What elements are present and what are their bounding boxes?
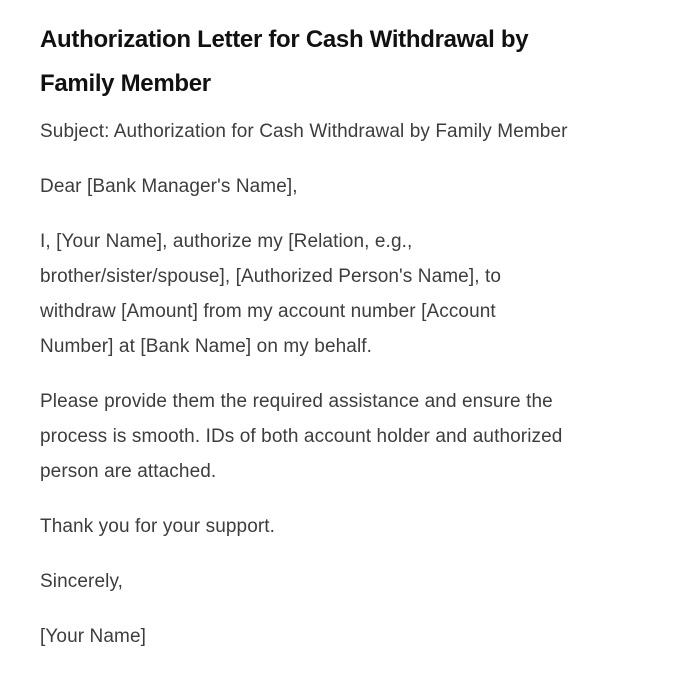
assistance-paragraph [40,384,662,489]
authorization-paragraph [40,224,662,364]
authorization-line-3: withdraw [Amount] from my account number [Account [40,301,496,322]
authorization-line-2: brother/sister/spouse], [Authorized Person's Name], to [40,266,502,287]
assistance-line-3: person are attached. [40,461,217,482]
assistance-line-1: Please provide them the required assistance and ensure the [40,391,553,412]
thank-you-line [40,509,662,544]
page-title-line-1: Authorization Letter for Cash Withdrawal by [40,26,529,53]
assistance-line-2: process is smooth. IDs of both account holder and authorized [40,426,563,447]
salutation-text: Dear [Bank Manager's Name], [40,176,298,197]
page-title [40,18,662,106]
closing-line [40,564,662,599]
signature-text: [Your Name] [40,626,147,647]
thank-you-text: Thank you for your support. [40,516,276,537]
authorization-line-4: Number] at [Bank Name] on my behalf. [40,336,373,357]
authorization-line-1: I, [Your Name], authorize my [Relation, e.g., [40,231,413,252]
closing-text: Sincerely, [40,571,124,592]
page-title-line-2: Family Member [40,70,211,97]
salutation [40,169,662,204]
signature-placeholder [40,619,662,654]
subject-line-text: Subject: Authorization for Cash Withdrawal by Family Member [40,121,568,142]
subject-line [40,114,662,149]
